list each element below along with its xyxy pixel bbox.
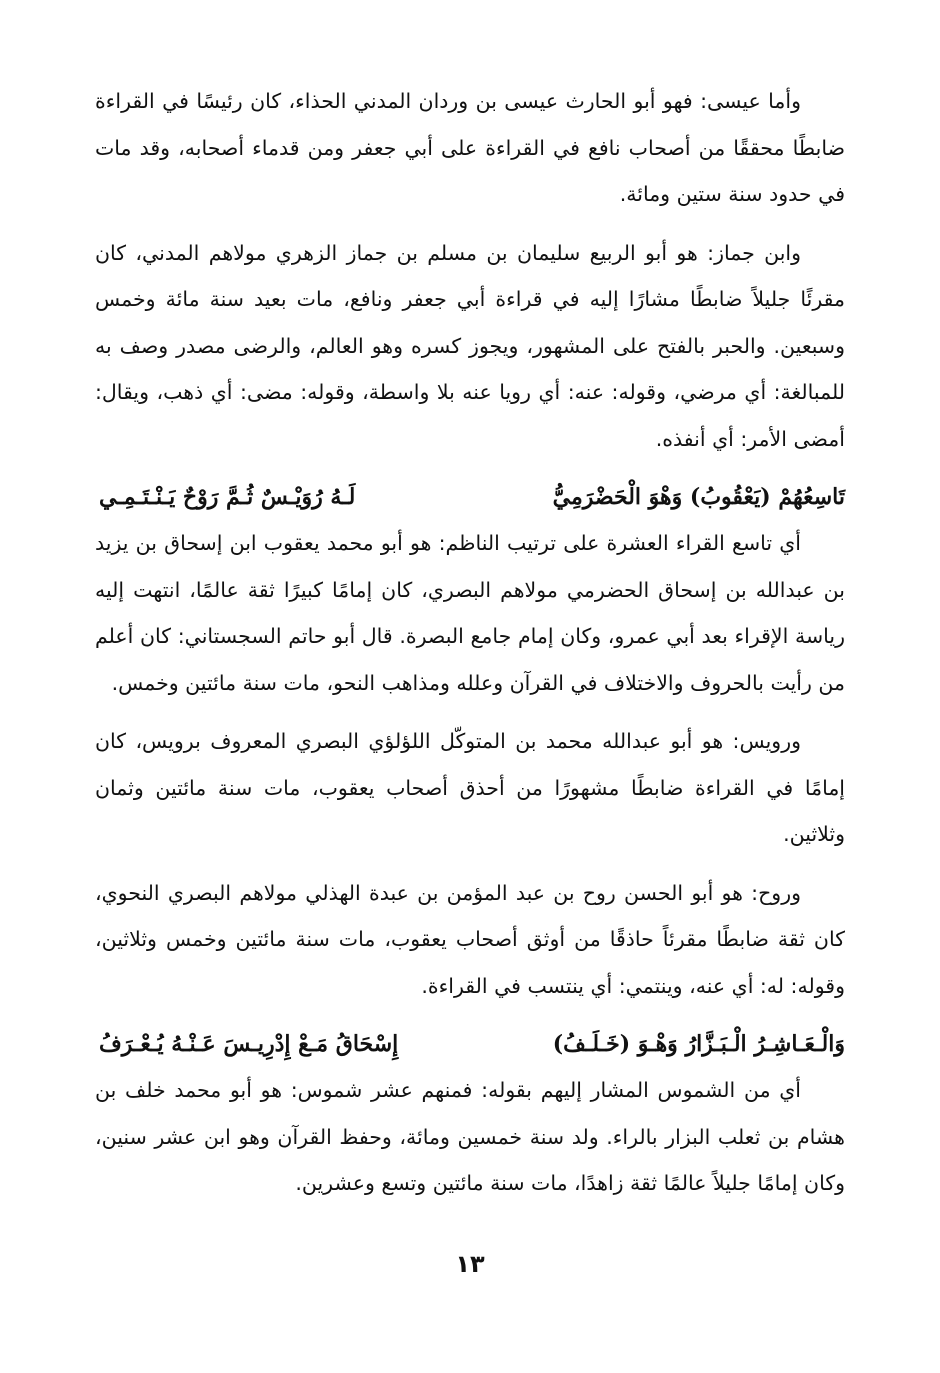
verse-hemistich-second: إِسْحَاقُ مَـعْ إِدْرِيـسَ عَـنْـهُ يُـعْـرَفُ <box>99 1031 399 1057</box>
paragraph-khalaf: أي من الشموس المشار إليهم بقوله: فمنهم عشر شموس: هو أبو محمد خلف بن هشام بن ثعلب البزار بالراء. ولد سنة خمسين ومائة، وحفظ القرآن وهو ابن عشر سنين، وكان إمامًا جليلاً عالمًا ثقة زاهدًا، مات سنة مائتين وتسع وعشرين. <box>95 1078 845 1195</box>
verse-line-khalaf <box>95 1021 845 1067</box>
verse-hemistich-first: وَالْـعَـاشِـرُ الْـبَـزَّارُ وَهْـوَ (خَـلَـفُ) <box>552 1031 845 1057</box>
verse-hemistich-first: تَاسِعُهُمْ (يَعْقُوبُ) وَهْوَ الْحَضْرَمِيُّ <box>552 484 845 510</box>
paragraph-isa: وأما عيسى: فهو أبو الحارث عيسى بن وردان المدني الحذاء، كان رئيسًا في القراءة ضابطًا محققًا من أصحاب نافع في القراءة على أبي جعفر ومن قدماء أصحابه، وقد مات في حدود سنة ستين ومائة. <box>95 89 845 206</box>
paragraph-ibn-jammaz: وابن جماز: هو أبو الربيع سليمان بن مسلم بن جماز الزهري مولاهم المدني، كان مقرئًا جليلاً ضابطًا مشارًا إليه في قراءة أبي جعفر ونافع، مات بعيد سنة مائة وخمس وسبعين. والحبر بالفتح على المشهور، ويجوز كسره وهو العالم، والرضى مصدر وصف به للمبالغة: أي مرضي، وقوله: عنه: أي رويا عنه بلا واسطة، وقوله: مضى: أي ذهب، ويقال: أمضى الأمر: أي أنفذه. <box>95 240 845 451</box>
paragraph-yaqub: أي تاسع القراء العشرة على ترتيب الناظم: هو أبو محمد يعقوب ابن إسحاق بن يزيد بن عبدالله بن إسحاق الحضرمي مولاهم البصري، كان إمامًا كبيرًا ثقة عالمًا، انتهت إليه رياسة الإقراء بعد أبي عمرو، وكان إمام جامع البصرة. قال أبو حاتم السجستاني: كان أعلم من رأيت بالحروف والاختلاف في القرآن وعلله ومذاهب النحو، مات سنة مائتين وخمس. <box>95 531 845 695</box>
paragraph-ruways: ورويس: هو أبو عبدالله محمد بن المتوكّل اللؤلؤي البصري المعروف برويس، كان إمامًا في القراءة ضابطًا مشهورًا من أحذق أصحاب يعقوب، مات سنة مائتين وثمان وثلاثين. <box>95 729 845 846</box>
verse-hemistich-second: لَـهُ رُوَيْـسٌ ثُـمَّ رَوْحٌ يَـنْـتَـمِـي <box>99 484 356 510</box>
verse-line-yaqub <box>95 474 845 520</box>
paragraph-rawh: وروح: هو أبو الحسن روح بن عبد المؤمن بن عبدة الهذلي مولاهم البصري النحوي، كان ثقة ضابطًا مقرئاً حاذقًا من أوثق أصحاب يعقوب، مات سنة مائتين وخمس وثلاثين، وقوله: له: أي عنه، وينتمي: أي ينتسب في القراءة. <box>95 880 845 998</box>
page-content <box>95 78 845 1219</box>
page-number: ١٣ <box>455 1250 485 1278</box>
